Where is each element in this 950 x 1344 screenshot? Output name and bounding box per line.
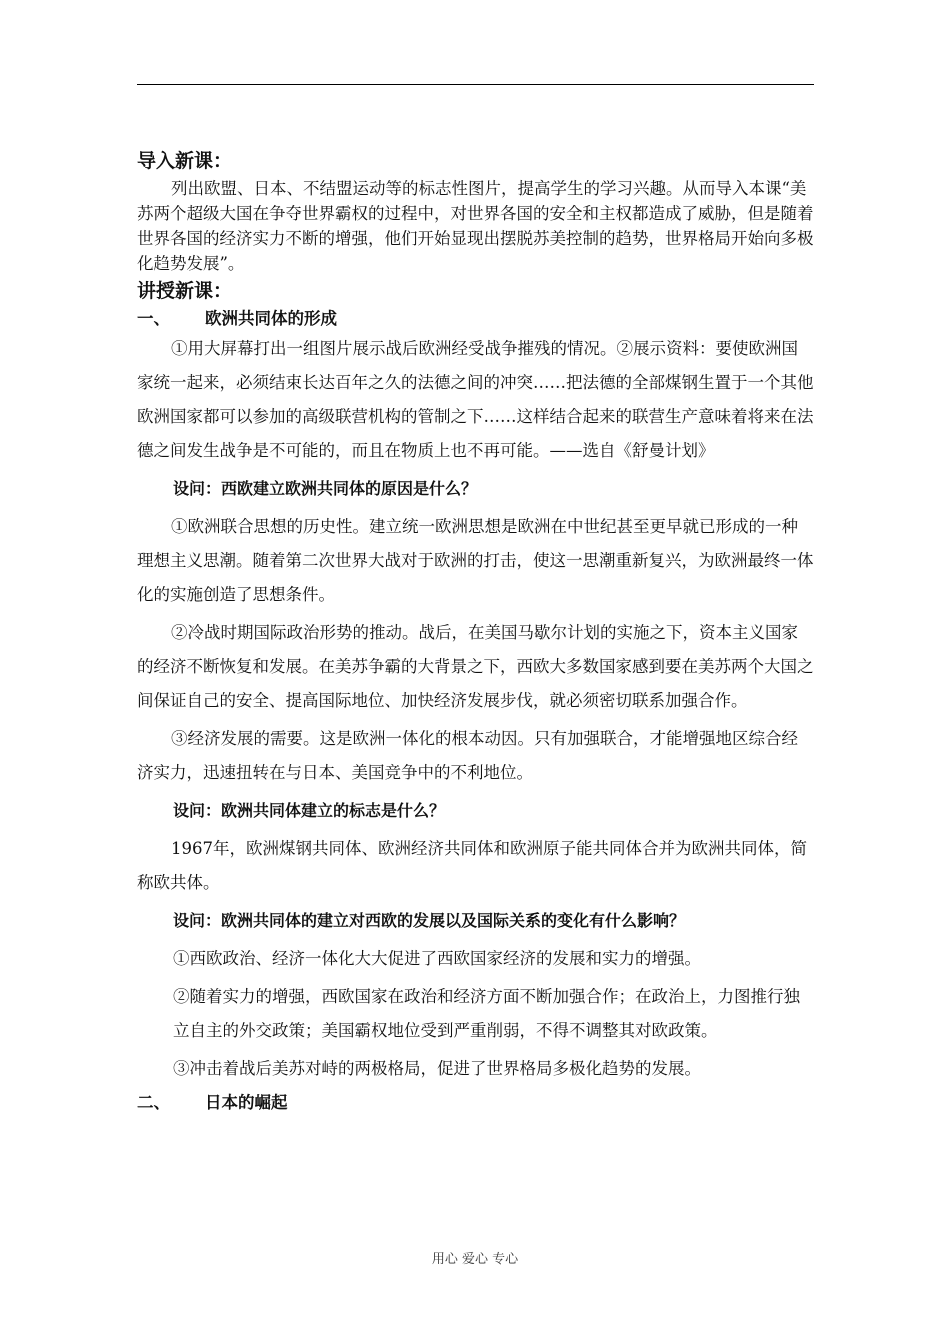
header-rule [137,84,814,85]
document-body [137,146,814,1116]
page-footer: 用心 爱心 专心 [431,1252,519,1267]
section-2-title: 日本的崛起 [205,1093,288,1112]
answer-2: 1967年，欧洲煤钢共同体、欧洲经济共同体和欧洲原子能共同体合并为欧洲共同体，简称欧共体。 [137,839,807,892]
section-2-heading [137,1090,814,1116]
reason-1: ①欧洲联合思想的历史性。建立统一欧洲思想是欧洲在中世纪甚至更早就已形成的一种理想主义思潮。随着第二次世界大战对于欧洲的打击，使这一思潮重新复兴，为欧洲最终一体化的实施创造了思想条件。 [137,517,814,604]
section-1-material: ①用大屏幕打出一组图片展示战后欧洲经受战争摧残的情况。②展示资料：要使欧洲国家统一起来，必须结束长达百年之久的法德之间的冲突……把法德的全部煤钢生置于一个其他欧洲国家都可以参加的高级联营机构的管制之下……这样结合起来的联营生产意味着将来在法德之间发生战争是不可能的，而且在物质上也不再可能。——选自《舒曼计划》 [137,339,814,460]
question-2: 设问：欧洲共同体建立的标志是什么？ [173,801,446,820]
reason-3: ③经济发展的需要。这是欧洲一体化的根本动因。只有加强联合，才能增强地区综合经济实力，迅速扭转在与日本、美国竞争中的不利地位。 [137,729,798,782]
section-1-number: 一、 [137,309,170,328]
question-1: 设问：西欧建立欧洲共同体的原因是什么？ [173,479,478,498]
section-2-number: 二、 [137,1093,170,1112]
impact-2: ②随着实力的增强，西欧国家在政治和经济方面不断加强合作；在政治上，力图推行独立自主的外交政策；美国霸权地位受到严重削弱，不得不调整其对欧政策。 [173,987,800,1040]
impact-3: ③冲击着战后美苏对峙的两极格局，促进了世界格局多极化趋势的发展。 [173,1059,701,1078]
reason-2: ②冷战时期国际政治形势的推动。战后，在美国马歇尔计划的实施之下，资本主义国家的经济不断恢复和发展。在美苏争霸的大背景之下，西欧大多数国家感到要在美苏两个大国之间保证自己的安全、提高国际地位、加快经济发展步伐，就必须密切联系加强合作。 [137,623,814,710]
lecture-heading: 讲授新课： [137,280,233,302]
intro-paragraph: 列出欧盟、日本、不结盟运动等的标志性图片，提高学生的学习兴趣。从而导入本课“美苏两个超级大国在争夺世界霸权的过程中，对世界各国的安全和主权都造成了威胁，但是随着世界各国的经济实力不断的增强，他们开始显现出摆脱苏美控制的趋势，世界格局开始向多极化趋势发展”。 [137,179,814,273]
impact-1: ①西欧政治、经济一体化大大促进了西欧国家经济的发展和实力的增强。 [173,949,701,968]
section-1-title: 欧洲共同体的形成 [205,309,337,328]
question-3: 设问：欧洲共同体的建立对西欧的发展以及国际关系的变化有什么影响？ [173,911,686,930]
section-1-heading [137,306,814,332]
intro-heading: 导入新课： [137,150,233,172]
